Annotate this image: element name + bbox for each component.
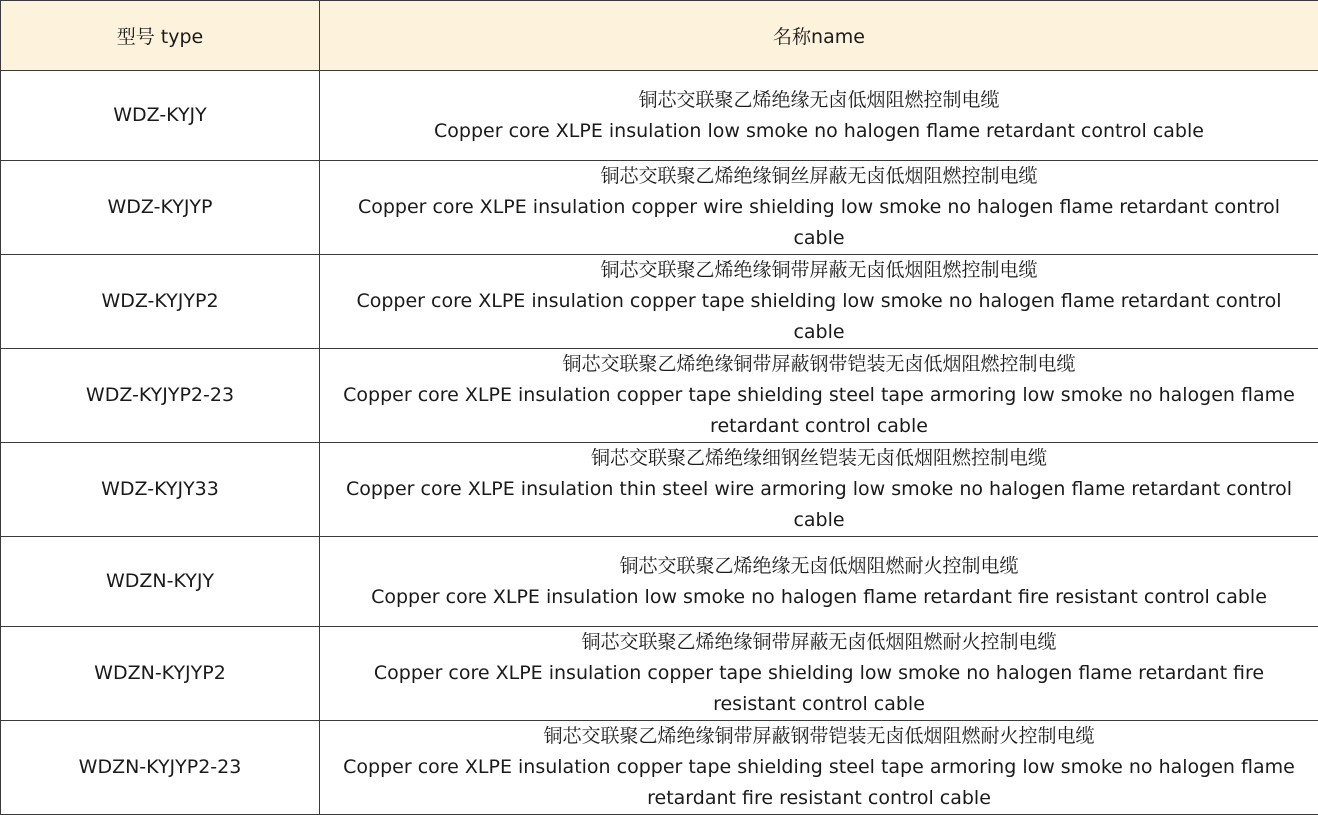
name-cell <box>320 161 1318 255</box>
name-chinese: 铜芯交联聚乙烯绝缘铜带屏蔽钢带铠装无卤低烟阻燃控制电缆 <box>330 349 1308 380</box>
name-english: Copper core XLPE insulation copper tape shielding steel tape armoring low smoke no halogen flame retardant control cable <box>330 380 1308 442</box>
table-header <box>1 1 1318 71</box>
type-cell: WDZ-KYJYP <box>1 161 320 255</box>
name-english: Copper core XLPE insulation thin steel wire armoring low smoke no halogen flame retardant control cable <box>330 474 1308 536</box>
type-cell: WDZN-KYJY <box>1 537 320 627</box>
name-cell <box>320 627 1318 721</box>
name-chinese: 铜芯交联聚乙烯绝缘无卤低烟阻燃耐火控制电缆 <box>330 551 1308 582</box>
name-chinese: 铜芯交联聚乙烯绝缘无卤低烟阻燃控制电缆 <box>330 85 1308 116</box>
table-body <box>1 71 1318 815</box>
table-row <box>1 721 1318 815</box>
name-english: Copper core XLPE insulation copper wire shielding low smoke no halogen flame retardant control cable <box>330 192 1308 254</box>
table-row <box>1 627 1318 721</box>
name-chinese: 铜芯交联聚乙烯绝缘铜带屏蔽无卤低烟阻燃控制电缆 <box>330 255 1308 286</box>
name-chinese: 铜芯交联聚乙烯绝缘铜丝屏蔽无卤低烟阻燃控制电缆 <box>330 161 1308 192</box>
table-row <box>1 255 1318 349</box>
name-english: Copper core XLPE insulation low smoke no halogen flame retardant control cable <box>330 116 1308 147</box>
name-english: Copper core XLPE insulation low smoke no halogen flame retardant fire resistant control cable <box>330 582 1308 613</box>
name-english: Copper core XLPE insulation copper tape shielding low smoke no halogen flame retardant fire resistant control cable <box>330 658 1308 720</box>
header-name: 名称name <box>320 1 1318 71</box>
table-row <box>1 71 1318 161</box>
name-cell <box>320 537 1318 627</box>
table-row <box>1 349 1318 443</box>
name-cell <box>320 71 1318 161</box>
header-row <box>1 1 1318 71</box>
header-type: 型号 type <box>1 1 320 71</box>
type-cell: WDZ-KYJY33 <box>1 443 320 537</box>
type-cell: WDZ-KYJY <box>1 71 320 161</box>
type-cell: WDZ-KYJYP2 <box>1 255 320 349</box>
name-cell <box>320 443 1318 537</box>
type-cell: WDZN-KYJYP2-23 <box>1 721 320 815</box>
name-cell <box>320 721 1318 815</box>
type-cell: WDZ-KYJYP2-23 <box>1 349 320 443</box>
name-chinese: 铜芯交联聚乙烯绝缘铜带屏蔽钢带铠装无卤低烟阻燃耐火控制电缆 <box>330 721 1308 752</box>
type-cell: WDZN-KYJYP2 <box>1 627 320 721</box>
name-chinese: 铜芯交联聚乙烯绝缘铜带屏蔽无卤低烟阻燃耐火控制电缆 <box>330 627 1308 658</box>
name-cell <box>320 255 1318 349</box>
name-english: Copper core XLPE insulation copper tape shielding low smoke no halogen flame retardant control cable <box>330 286 1308 348</box>
name-chinese: 铜芯交联聚乙烯绝缘细钢丝铠装无卤低烟阻燃控制电缆 <box>330 443 1308 474</box>
name-english: Copper core XLPE insulation copper tape shielding steel tape armoring low smoke no halogen flame retardant fire resistant control cable <box>330 752 1308 814</box>
table-row <box>1 443 1318 537</box>
table-row <box>1 161 1318 255</box>
name-cell <box>320 349 1318 443</box>
table-row <box>1 537 1318 627</box>
